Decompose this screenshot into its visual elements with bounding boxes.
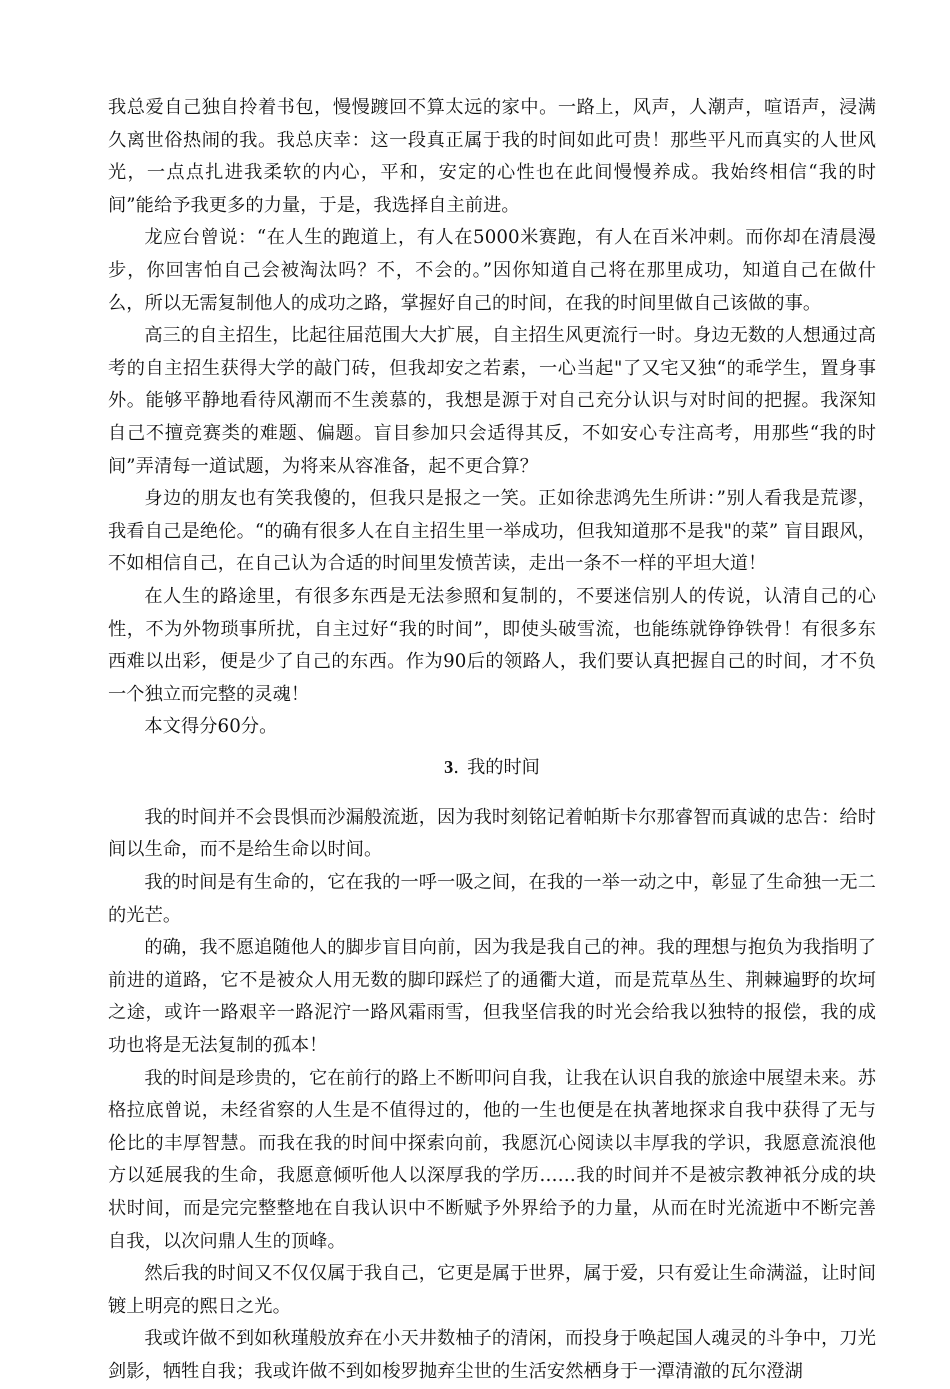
paragraph: 龙应台曾说：“在人生的跑道上，有人在5000米赛跑，有人在百米冲刺。而你却在清晨漫步，你回害怕自己会被淘汰吗？不，不会的。”因你知道自己将在那里成功，知道自己在做什么，所以无需复制他人的成功之路，掌握好自己的时间，在我的时间里做自己该做的事。 <box>108 227 876 314</box>
paragraph: 我或许做不到如秋瑾般放弃在小天井数柚子的清闲，而投身于唤起国人魂灵的斗争中，刀光剑影，牺牲自我；我或许做不到如梭罗抛弃尘世的生活安然栖身于一潭清澈的瓦尔澄湖 <box>108 1328 876 1382</box>
section-number: 3 <box>444 756 454 777</box>
section-heading <box>108 754 876 781</box>
paragraph: 我的时间是有生命的，它在我的一呼一吸之间，在我的一举一动之中，彰显了生命独一无二的光芒。 <box>108 872 876 926</box>
paragraph: 我的时间是珍贵的，它在前行的路上不断叩问自我，让我在认识自我的旅途中展望未来。苏格拉底曾说，未经省察的人生是不值得过的，他的一生也便是在执著地探求自我中获得了无与伦比的丰厚智慧。而我在我的时间中探索向前，我愿沉心阅读以丰厚我的学识，我愿意流浪他方以延展我的生命，我愿意倾听他人以深厚我的学历……我的时间并不是被宗教神祇分成的块状时间，而是完完整整地在自我认识中不断赋予外界给予的力量，从而在时光流逝中不断完善自我，以次问鼎人生的顶峰。 <box>108 1067 876 1252</box>
paragraph: 然后我的时间又不仅仅属于我自己，它更是属于世界，属于爱，只有爱让生命满溢，让时间镀上明亮的熙日之光。 <box>108 1263 876 1317</box>
paragraph: 身边的朋友也有笑我傻的，但我只是报之一笑。正如徐悲鸿先生所讲：”别人看我是荒谬，我看自己是绝伦。“的确有很多人在自主招生里一举成功，但我知道那不是我"的菜” 盲目跟风，不如相信自己，在自己认为合适的时间里发愤苦读，走出一条不一样的平坦大道！ <box>108 488 876 575</box>
paragraph: 在人生的路途里，有很多东西是无法参照和复制的，不要迷信别人的传说，认清自己的心性，不为外物琐事所扰，自主过好“我的时间”，即使头破雪流，也能练就铮铮铁骨！有很多东西难以出彩，便是少了自己的东西。作为90后的领路人，我们要认真把握自己的时间，才不负一个独立而完整的灵魂！ <box>108 585 876 705</box>
document-page <box>108 92 876 1389</box>
paragraph: 我的时间并不会畏惧而沙漏般流逝，因为我时刻铭记着帕斯卡尔那睿智而真诚的忠告：给时间以生命，而不是给生命以时间。 <box>108 806 876 861</box>
paragraph: 高三的自主招生，比起往届范围大大扩展，自主招生风更流行一时。身边无数的人想通过高考的自主招生获得大学的敲门砖，但我却安之若素，一心当起"了又宅又独“的乖学生，置身事外。能够平静地看待风潮而不生羡慕的，我想是源于对自己充分认识与对时间的把握。我深知自己不擅竞赛类的难题、偏题。盲目参加只会适得其反，不如安心专注高考，用那些“我的时间”弄清每一道试题，为将来从容准备，起不更合算？ <box>108 325 876 477</box>
paragraph: 我总爱自己独自拎着书包，慢慢踱回不算太远的家中。一路上，风声，人潮声，喧语声，浸满久离世俗热闹的我。我总庆幸：这一段真正属于我的时间如此可贵！那些平凡而真实的人世风光，一点点扎进我柔软的内心，平和，安定的心性也在此间慢慢养成。我始终相信“我的时间”能给予我更多的力量，于是，我选择自主前进。 <box>108 97 876 216</box>
paragraph: 的确，我不愿追随他人的脚步盲目向前，因为我是我自己的神。我的理想与抱负为我指明了前进的道路，它不是被众人用无数的脚印踩烂了的通衢大道，而是荒草丛生、荆棘遍野的坎坷之途，或许一路艰辛一路泥泞一路风霜雨雪，但我坚信我的时光会给我以独特的报偿，我的成功也将是无法复制的孤本！ <box>108 937 876 1057</box>
section-number-dot: . <box>453 756 460 778</box>
score-note: 本文得分60分。 <box>144 716 278 738</box>
section-title: 我的时间 <box>467 756 540 778</box>
